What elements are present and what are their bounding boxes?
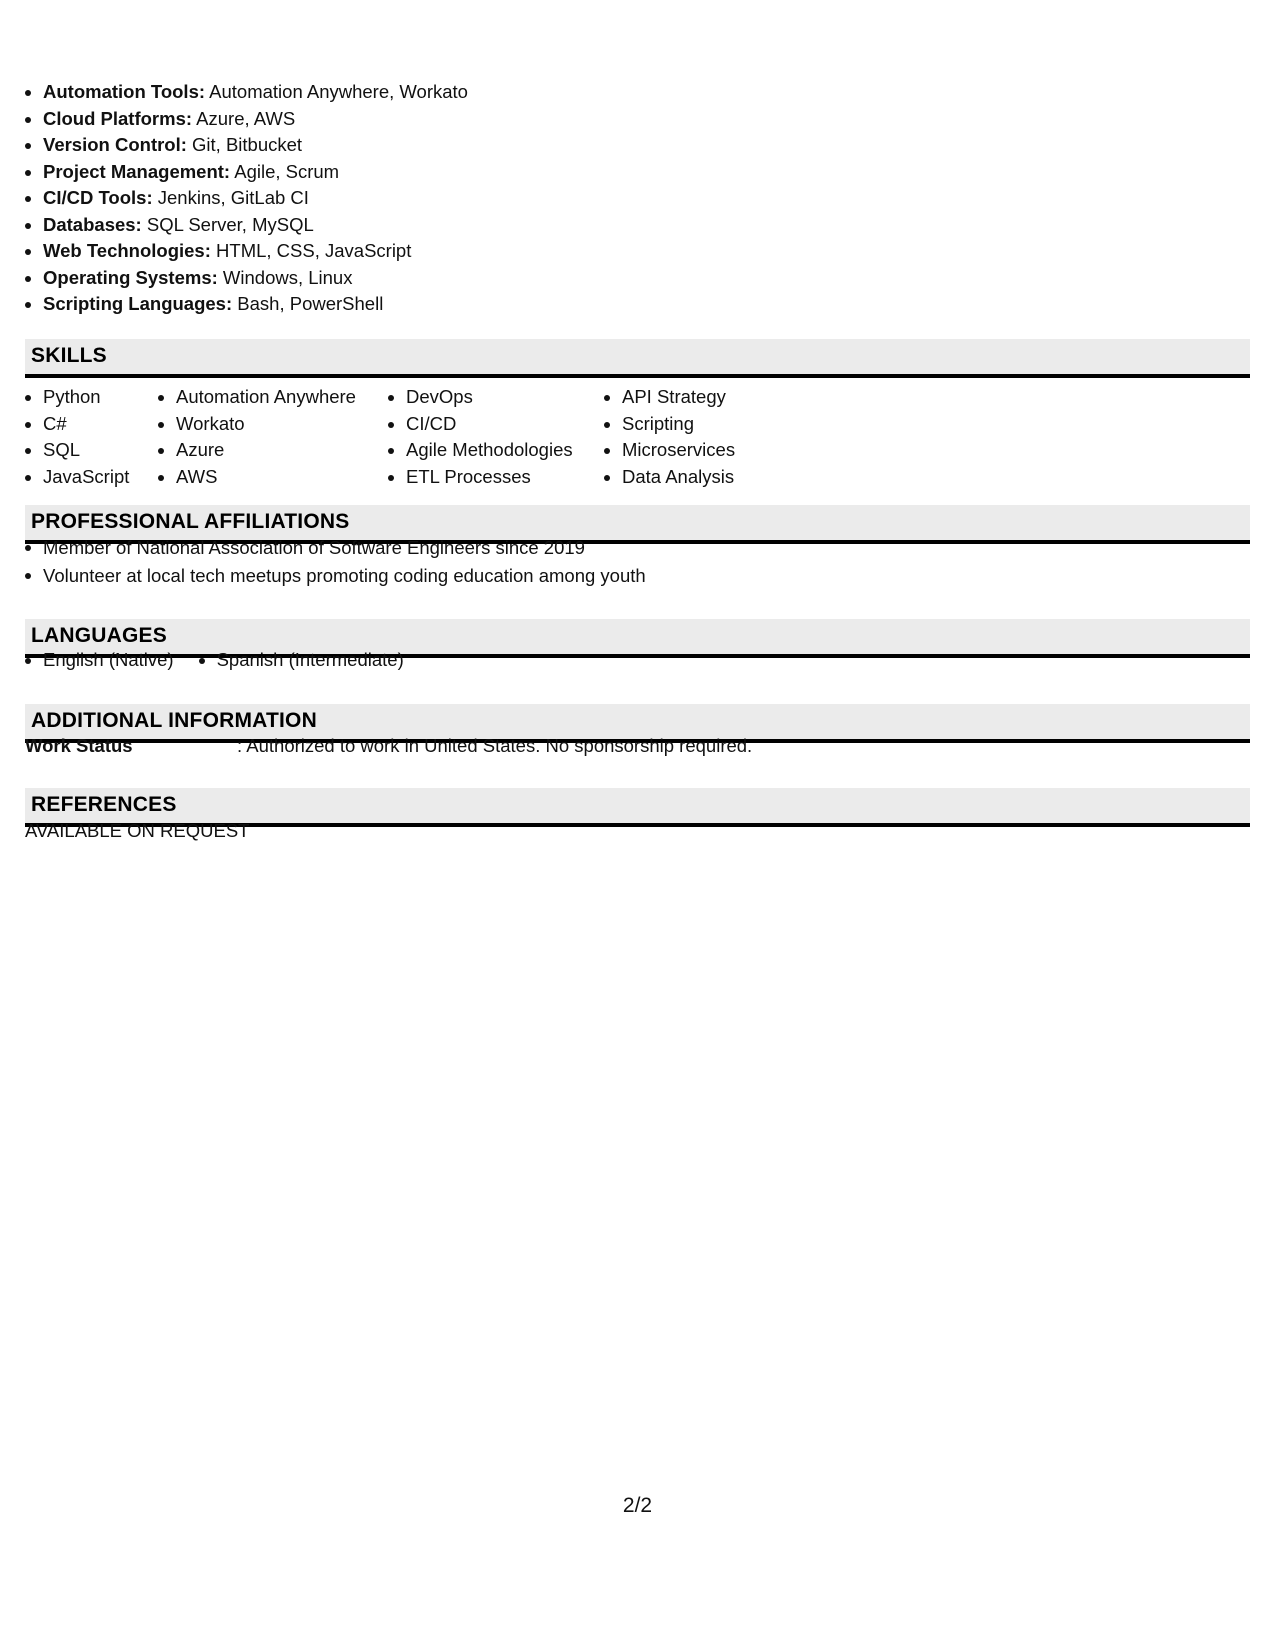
skill-item: Scripting — [604, 411, 804, 438]
skill-item: C# — [25, 411, 158, 438]
tool-value: Azure, AWS — [192, 107, 296, 129]
skills-column — [388, 384, 604, 490]
skills-column — [25, 384, 158, 490]
work-status-value: : Authorized to work in United States. No sponsorship required. — [237, 735, 753, 756]
tool-item-project-management — [25, 159, 468, 186]
work-status-label: Work Status — [25, 735, 133, 756]
tool-item-cloud — [25, 106, 468, 133]
section-title: LANGUAGES — [31, 624, 167, 647]
language-item: English (Native) — [25, 647, 174, 674]
page-number: 2/2 — [622, 1494, 653, 1517]
section-title: SKILLS — [31, 344, 107, 367]
skill-item: Agile Methodologies — [388, 437, 604, 464]
tool-label: Web Technologies: — [43, 240, 211, 261]
skill-item: JavaScript — [25, 464, 158, 491]
section-title: PROFESSIONAL AFFILIATIONS — [31, 510, 350, 533]
tool-label: Project Management: — [43, 160, 231, 182]
work-status-row — [25, 733, 752, 759]
tool-value: Git, Bitbucket — [186, 134, 303, 155]
skill-item: ETL Processes — [388, 464, 604, 491]
tool-value: HTML, CSS, JavaScript — [210, 240, 412, 261]
tool-label: Scripting Languages: — [43, 293, 233, 314]
tool-item-cicd — [25, 185, 468, 212]
section-title: REFERENCES — [31, 793, 177, 816]
affiliation-item: Volunteer at local tech meetups promoting coding education among youth — [25, 562, 646, 590]
section-title: ADDITIONAL INFORMATION — [31, 709, 317, 732]
language-item: Spanish (Intermediate) — [199, 647, 404, 674]
tool-label: Cloud Platforms: — [43, 107, 193, 129]
tool-item-version-control — [25, 132, 468, 159]
tool-item-web — [25, 238, 468, 265]
tool-item-automation — [25, 79, 468, 106]
skill-item: SQL — [25, 437, 158, 464]
skill-item: AWS — [158, 464, 388, 491]
skill-item: Microservices — [604, 437, 804, 464]
skill-item: Azure — [158, 437, 388, 464]
section-header-skills — [25, 339, 1250, 378]
tool-item-scripting — [25, 291, 468, 318]
skill-item: CI/CD — [388, 411, 604, 438]
affiliations-list — [25, 534, 646, 590]
tool-label: Databases: — [43, 213, 142, 235]
skill-item: Automation Anywhere — [158, 384, 388, 411]
skill-item: API Strategy — [604, 384, 804, 411]
tool-label: CI/CD Tools: — [43, 187, 153, 208]
skill-item: Python — [25, 384, 158, 411]
tool-value: SQL Server, MySQL — [141, 213, 314, 235]
skill-item: Workato — [158, 411, 388, 438]
tool-value: Agile, Scrum — [230, 160, 340, 182]
tool-item-os — [25, 265, 468, 292]
tools-list — [25, 79, 468, 318]
tool-value: Windows, Linux — [217, 266, 353, 288]
tool-label: Operating Systems: — [43, 266, 218, 288]
tool-item-databases — [25, 212, 468, 239]
tool-value: Jenkins, GitLab CI — [152, 187, 309, 208]
tool-value: Bash, PowerShell — [232, 293, 384, 314]
tool-label: Version Control: — [43, 134, 187, 155]
skills-column — [158, 384, 388, 490]
skills-column — [604, 384, 804, 490]
skill-item: DevOps — [388, 384, 604, 411]
languages-list — [25, 647, 429, 674]
skills-grid — [25, 384, 804, 490]
references-text: AVAILABLE ON REQUEST — [25, 820, 250, 841]
tool-value: Automation Anywhere, Workato — [205, 81, 468, 102]
skill-item: Data Analysis — [604, 464, 804, 491]
affiliation-item: Member of National Association of Software Engineers since 2019 — [25, 534, 646, 562]
tool-label: Automation Tools: — [43, 81, 206, 102]
